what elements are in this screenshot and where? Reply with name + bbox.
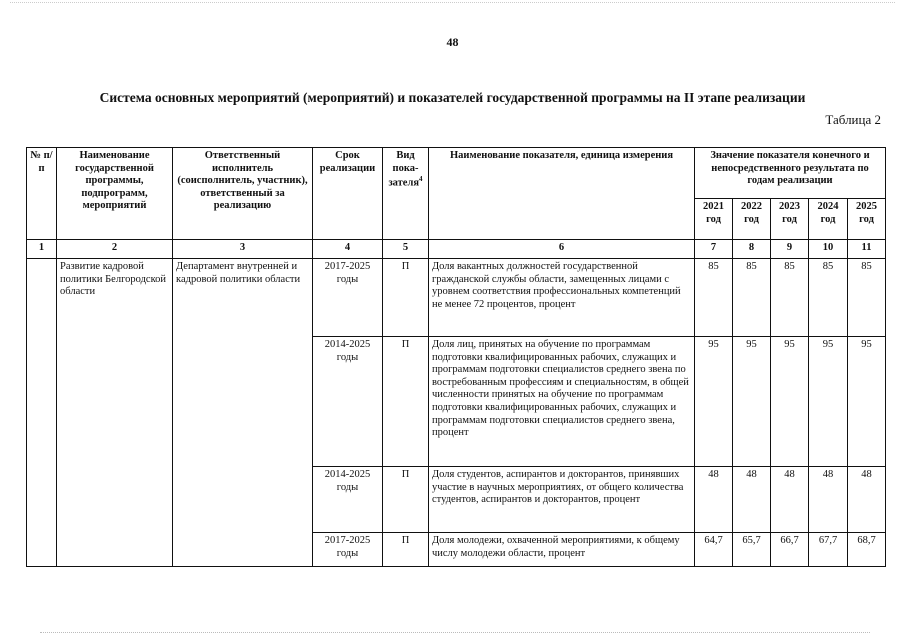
value-cell: 95 [695,337,733,467]
indicator-name-cell: Доля лиц, принятых на обучение по программам подготовки квалифицированных рабочих, служащих и программам подготовки специалистов среднего звена по востребованным профессиям и специальностям, в общей численности принятых на обучение по программам подготовки квалифицированных рабочих, служащих и программам подготовки специалистов среднего звена, процент [429,337,695,467]
indicator-name-cell: Доля молодежи, охваченной мероприятиями, к общему числу молодежи области, процент [429,533,695,567]
footnote-mark: 4 [419,175,423,184]
value-cell: 48 [771,467,809,533]
row-number-cell [27,259,57,567]
column-number: 7 [695,240,733,259]
term-cell: 2017-2025 годы [313,533,383,567]
indicator-name-cell: Доля вакантных должностей государственной гражданской службы области, замещенных лицами с уровнем соответствия профессиональных компетенций не менее 72 процентов, процент [429,259,695,337]
header-values-group: Значение показателя конечного и непосредственного результата по годам реализации [695,148,886,199]
column-number: 3 [173,240,313,259]
value-cell: 85 [809,259,848,337]
indicator-type-cell: П [383,337,429,467]
table-label: Таблица 2 [825,112,881,127]
header-term: Срок реализации [313,148,383,240]
header-year: 2023 год [771,199,809,240]
value-cell: 85 [733,259,771,337]
term-cell: 2014-2025 годы [313,337,383,467]
value-cell: 85 [695,259,733,337]
value-cell: 95 [809,337,848,467]
column-number: 6 [429,240,695,259]
value-cell: 68,7 [848,533,886,567]
header-indicator-type [383,148,429,240]
header-year: 2025 год [848,199,886,240]
measures-table [26,147,886,567]
indicator-name-cell: Доля студентов, аспирантов и докторантов, принявших участие в научных мероприятиях, от общего количества студентов, аспирантов и докторантов, процент [429,467,695,533]
value-cell: 95 [733,337,771,467]
column-number: 2 [57,240,173,259]
header-program-name: Наименование государственной программы, подпрограмм, мероприятий [57,148,173,240]
value-cell: 85 [771,259,809,337]
page-number: 48 [446,35,459,49]
term-cell: 2017-2025 годы [313,259,383,337]
value-cell: 48 [848,467,886,533]
column-number: 4 [313,240,383,259]
header-indicator-name: Наименование показателя, единица измерения [429,148,695,240]
top-scan-rule [10,2,895,3]
value-cell: 95 [848,337,886,467]
program-name-cell: Развитие кадровой политики Белгородской области [57,259,173,567]
column-number-row [27,240,886,259]
value-cell: 66,7 [771,533,809,567]
column-number: 5 [383,240,429,259]
value-cell: 85 [848,259,886,337]
value-cell: 95 [771,337,809,467]
header-row [27,148,886,199]
responsible-cell: Департамент внутренней и кадровой политики области [173,259,313,567]
header-number: № п/п [27,148,57,240]
header-responsible: Ответственный исполнитель (соисполнитель, участник), ответственный за реализацию [173,148,313,240]
header-year: 2022 год [733,199,771,240]
bottom-scan-rule [40,632,870,633]
value-cell: 48 [809,467,848,533]
header-year: 2021 год [695,199,733,240]
term-cell: 2014-2025 годы [313,467,383,533]
column-number: 8 [733,240,771,259]
indicator-type-cell: П [383,259,429,337]
value-cell: 64,7 [695,533,733,567]
value-cell: 48 [695,467,733,533]
column-number: 1 [27,240,57,259]
document-title: Система основных мероприятий (мероприятий) и показателей государственной программы на II этапе реализации [99,90,806,105]
header-indicator-type-label: Вид пока-зателя [388,150,420,189]
value-cell: 65,7 [733,533,771,567]
column-number: 10 [809,240,848,259]
value-cell: 67,7 [809,533,848,567]
header-year: 2024 год [809,199,848,240]
column-number: 11 [848,240,886,259]
indicator-type-cell: П [383,467,429,533]
indicator-type-cell: П [383,533,429,567]
table-row [27,259,886,337]
value-cell: 48 [733,467,771,533]
column-number: 9 [771,240,809,259]
